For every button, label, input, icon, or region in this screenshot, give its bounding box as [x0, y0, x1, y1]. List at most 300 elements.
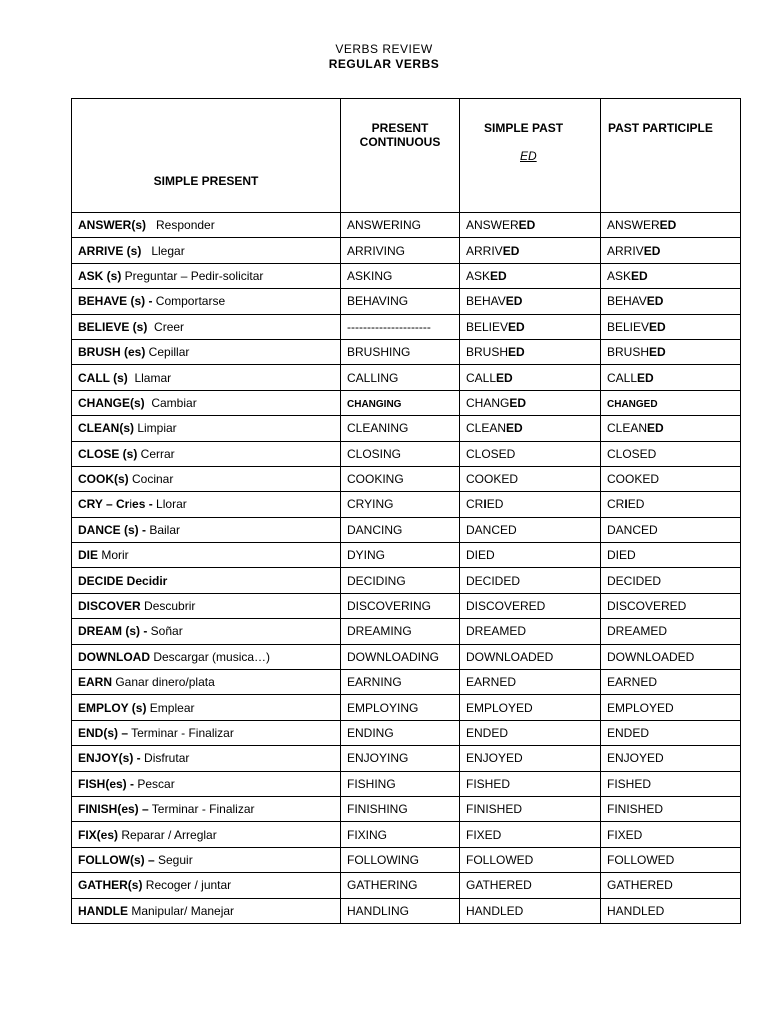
participle-stem: COOKED: [607, 472, 660, 487]
participle-ending: ED: [649, 345, 666, 360]
verb-meaning: Morir: [98, 548, 129, 563]
cell-simple-past: [460, 619, 601, 644]
past-ending: ED: [506, 421, 523, 436]
cell-present-continuous: [341, 746, 460, 771]
past-mid: I: [483, 497, 487, 512]
past-stem: BRUSH: [466, 345, 509, 360]
verb-base: GATHER(s): [78, 878, 143, 893]
cell-present-continuous: [341, 390, 460, 415]
past-stem: CALL: [466, 370, 497, 385]
participle-stem: CR: [607, 497, 625, 512]
participle-stem: DANCED: [607, 522, 658, 537]
cell-simple-past: [460, 263, 601, 288]
past-stem: FINISHED: [466, 802, 523, 817]
participle-stem: GATHERED: [607, 878, 673, 893]
cell-present-continuous: [341, 644, 460, 669]
continuous-form: DISCOVERING: [347, 599, 432, 614]
cell-simple-past: [460, 746, 601, 771]
past-stem: CR: [466, 497, 484, 512]
table-row: [72, 213, 741, 238]
past-stem: GATHERED: [466, 878, 532, 893]
table-row: [72, 898, 741, 923]
past-stem: BEHAV: [466, 294, 506, 309]
past-stem: DOWNLOADED: [466, 649, 554, 664]
verb-meaning: Descargar (musica…): [150, 649, 271, 664]
document-subtitle: REGULAR VERBS: [328, 57, 440, 71]
participle-stem: FIXED: [607, 827, 643, 842]
continuous-form: ASKING: [347, 268, 393, 283]
table-row: [72, 873, 741, 898]
continuous-form: ---------------------: [347, 319, 431, 334]
table-row: [72, 568, 741, 593]
verb-meaning: Descubrir: [140, 599, 196, 614]
verb-meaning: Cepillar: [145, 345, 190, 360]
table-row: [72, 771, 741, 796]
participle-ending: ED: [649, 319, 666, 334]
cell-simple-past: [460, 492, 601, 517]
header-simple-past: SIMPLE PAST ED: [460, 99, 601, 213]
verb-meaning: Ganar dinero/plata: [112, 675, 215, 690]
continuous-form: HANDLING: [347, 903, 410, 918]
past-ending: ED: [509, 395, 527, 410]
past-ending: ED: [496, 370, 513, 385]
document-title: VERBS REVIEW: [335, 42, 433, 56]
cell-simple-past: [460, 822, 601, 847]
past-stem: DIED: [466, 548, 495, 563]
past-stem: FIXED: [466, 827, 502, 842]
participle-ending: ED: [637, 370, 654, 385]
table-row: [72, 695, 741, 720]
cell-past-participle: [601, 390, 741, 415]
table-row: [72, 746, 741, 771]
cell-past-participle: [601, 619, 741, 644]
cell-present-continuous: [341, 593, 460, 618]
cell-past-participle: [601, 695, 741, 720]
cell-past-participle: [601, 289, 741, 314]
cell-simple-present: [72, 873, 341, 898]
participle-stem: ASK: [607, 268, 632, 283]
continuous-form: BEHAVING: [347, 294, 409, 309]
verb-meaning: Llorar: [152, 497, 187, 512]
verb-meaning: Pescar: [134, 776, 175, 791]
cell-present-continuous: [341, 771, 460, 796]
continuous-form: EMPLOYING: [347, 700, 419, 715]
cell-simple-present: [72, 416, 341, 441]
continuous-form: BRUSHING: [347, 345, 411, 360]
cell-present-continuous: [341, 695, 460, 720]
verb-base-tail: es -: [132, 497, 153, 512]
past-stem: ANSWER: [466, 218, 519, 233]
participle-stem: BELIEV: [607, 319, 650, 334]
cell-present-continuous: [341, 670, 460, 695]
cell-simple-past: [460, 543, 601, 568]
verb-base: CLOSE (s): [78, 446, 138, 461]
past-ending: ED: [505, 294, 523, 309]
cell-simple-present: [72, 289, 341, 314]
verb-base: ANSWER(s): [78, 218, 146, 233]
past-stem: CLOSED: [466, 446, 516, 461]
verb-meaning: Cambiar: [144, 395, 197, 410]
cell-simple-present: [72, 644, 341, 669]
cell-past-participle: [601, 314, 741, 339]
verb-base: COOK(s): [78, 472, 129, 487]
past-stem: CHANG: [466, 395, 510, 410]
cell-simple-past: [460, 670, 601, 695]
verb-meaning: Responder: [146, 218, 215, 233]
cell-simple-present: [72, 746, 341, 771]
verb-base: DOWNLOAD: [78, 649, 150, 664]
table-row: [72, 314, 741, 339]
cell-present-continuous: [341, 898, 460, 923]
cell-present-continuous: [341, 365, 460, 390]
cell-simple-present: [72, 390, 341, 415]
past-stem: ARRIV: [466, 243, 503, 258]
past-stem: DREAMED: [466, 624, 527, 639]
verbs-table: [71, 98, 741, 924]
cell-present-continuous: [341, 289, 460, 314]
cell-past-participle: [601, 365, 741, 390]
cell-simple-present: [72, 771, 341, 796]
table-row: [72, 822, 741, 847]
cell-simple-present: [72, 568, 341, 593]
past-ending: ED: [502, 243, 520, 258]
cell-simple-present: [72, 441, 341, 466]
table-row: [72, 365, 741, 390]
cell-past-participle: [601, 517, 741, 542]
table-row: [72, 441, 741, 466]
cell-past-participle: [601, 213, 741, 238]
cell-simple-past: [460, 339, 601, 364]
cell-present-continuous: [341, 213, 460, 238]
cell-simple-present: [72, 263, 341, 288]
participle-ending: ED: [631, 268, 648, 283]
past-stem: ASK: [466, 268, 491, 283]
verb-meaning: Terminar - Finalizar: [128, 726, 234, 740]
verb-meaning: Recoger / juntar: [142, 878, 232, 893]
participle-stem: EMPLOYED: [607, 700, 674, 715]
verb-meaning: Preguntar – Pedir-solicitar: [121, 268, 264, 283]
participle-stem: FISHED: [607, 776, 652, 791]
continuous-form: CLOSING: [347, 446, 402, 461]
participle-stem: EARNED: [607, 675, 658, 690]
verb-base: HANDLE: [78, 903, 128, 918]
continuous-form: ENJOYING: [347, 751, 409, 766]
cell-past-participle: [601, 822, 741, 847]
verb-base: DREAM (s) -: [78, 624, 148, 639]
past-ending: ED: [490, 268, 507, 283]
cell-past-participle: [601, 466, 741, 491]
cell-simple-past: [460, 873, 601, 898]
participle-stem: DOWNLOADED: [607, 649, 695, 664]
verb-base: EMPLOY (s): [78, 700, 147, 715]
continuous-form: DYING: [347, 548, 386, 563]
cell-simple-present: [72, 796, 341, 821]
participle-mid: I: [624, 497, 628, 512]
cell-simple-past: [460, 644, 601, 669]
continuous-form: ENDING: [347, 726, 394, 740]
verb-base: FISH(es) -: [78, 776, 135, 791]
cell-past-participle: [601, 416, 741, 441]
cell-simple-present: [72, 670, 341, 695]
cell-simple-present: [72, 822, 341, 847]
participle-stem: ANSWER: [607, 218, 660, 233]
past-stem: BELIEV: [466, 319, 509, 334]
verb-base: CHANGE(s): [78, 395, 145, 410]
cell-simple-past: [460, 796, 601, 821]
cell-simple-past: [460, 695, 601, 720]
participle-ending: ED: [647, 421, 664, 436]
verb-meaning: Reparar / Arreglar: [118, 827, 217, 842]
continuous-form: FOLLOWING: [347, 852, 420, 867]
cell-present-continuous: [341, 619, 460, 644]
cell-simple-present: [72, 365, 341, 390]
past-stem: CLEAN: [466, 421, 507, 436]
table-row: [72, 238, 741, 263]
past-ending: ED: [486, 497, 504, 512]
participle-ending: ED: [659, 218, 677, 233]
participle-stem: ENDED: [607, 726, 650, 740]
cell-simple-present: [72, 720, 341, 745]
past-stem: HANDLED: [466, 903, 524, 918]
participle-stem: DREAMED: [607, 624, 668, 639]
cell-simple-past: [460, 898, 601, 923]
cell-simple-past: [460, 568, 601, 593]
header-simple-present: SIMPLE PRESENT: [72, 99, 341, 213]
cell-present-continuous: [341, 314, 460, 339]
verb-base: DANCE (s) -: [78, 522, 146, 537]
table-row: [72, 543, 741, 568]
cell-simple-past: [460, 720, 601, 745]
verb-base: CRY – Cr: [78, 497, 130, 512]
table-row: [72, 593, 741, 618]
continuous-form: DOWNLOADING: [347, 649, 440, 664]
past-stem: DECIDED: [466, 573, 521, 588]
cell-simple-past: [460, 593, 601, 618]
cell-past-participle: [601, 263, 741, 288]
continuous-form: CALLING: [347, 370, 399, 385]
past-stem: FISHED: [466, 776, 511, 791]
cell-present-continuous: [341, 847, 460, 872]
cell-present-continuous: [341, 339, 460, 364]
past-stem: ENDED: [466, 726, 509, 740]
continuous-form: GATHERING: [347, 878, 418, 893]
verb-meaning: Creer: [147, 319, 185, 334]
continuous-form: CLEANING: [347, 421, 409, 436]
table-row: [72, 263, 741, 288]
verb-meaning: Disfrutar: [140, 751, 190, 766]
cell-present-continuous: [341, 517, 460, 542]
past-stem: DISCOVERED: [466, 599, 546, 614]
cell-past-participle: [601, 847, 741, 872]
cell-past-participle: [601, 720, 741, 745]
cell-past-participle: [601, 670, 741, 695]
verb-meaning: Seguir: [154, 852, 193, 867]
participle-stem: CALL: [607, 370, 638, 385]
participle-stem: HANDLED: [607, 903, 665, 918]
verb-base: CALL (s): [78, 370, 128, 385]
continuous-form: FIXING: [347, 827, 388, 842]
continuous-form: EARNING: [347, 675, 402, 690]
cell-simple-present: [72, 619, 341, 644]
verb-meaning: Terminar - Finalizar: [148, 802, 255, 817]
cell-present-continuous: [341, 796, 460, 821]
participle-stem: CLOSED: [607, 446, 657, 461]
header-present-continuous: PRESENT CONTINUOUS: [341, 99, 460, 213]
cell-present-continuous: [341, 416, 460, 441]
cell-simple-present: [72, 695, 341, 720]
table-row: [72, 619, 741, 644]
cell-present-continuous: [341, 263, 460, 288]
header-ed-suffix: ED: [520, 149, 537, 163]
cell-present-continuous: [341, 441, 460, 466]
cell-simple-past: [460, 238, 601, 263]
continuous-form: COOKING: [347, 472, 404, 487]
cell-past-participle: [601, 441, 741, 466]
cell-present-continuous: [341, 873, 460, 898]
continuous-form: FISHING: [347, 776, 396, 791]
table-row: [72, 796, 741, 821]
past-stem: COOKED: [466, 472, 519, 487]
verb-base: FIX(es): [78, 827, 119, 842]
cell-simple-past: [460, 517, 601, 542]
verb-meaning: Soñar: [147, 624, 183, 639]
cell-simple-present: [72, 543, 341, 568]
table-row: [72, 416, 741, 441]
participle-stem: FOLLOWED: [607, 852, 675, 867]
verb-base-lower: i: [129, 497, 133, 512]
cell-present-continuous: [341, 568, 460, 593]
verb-base: END(s) –: [78, 726, 129, 740]
past-ending: ED: [508, 345, 525, 360]
cell-past-participle: [601, 543, 741, 568]
table-row: [72, 517, 741, 542]
verb-meaning: Llegar: [141, 243, 185, 258]
cell-past-participle: [601, 898, 741, 923]
continuous-form: DANCING: [347, 522, 403, 537]
past-stem: FOLLOWED: [466, 852, 534, 867]
cell-simple-present: [72, 593, 341, 618]
verb-base: BRUSH (es): [78, 345, 146, 360]
verb-base: BEHAVE (s) -: [78, 294, 153, 309]
verb-meaning: Emplear: [146, 700, 195, 715]
table-row: [72, 670, 741, 695]
table-row: [72, 492, 741, 517]
past-ending: ED: [508, 319, 525, 334]
cell-past-participle: [601, 746, 741, 771]
verb-meaning: Manipular/ Manejar: [128, 903, 235, 918]
cell-simple-past: [460, 416, 601, 441]
verb-base: DIE: [78, 548, 99, 563]
cell-simple-present: [72, 466, 341, 491]
participle-stem: DIED: [607, 548, 636, 563]
continuous-form: FINISHING: [347, 802, 408, 817]
table-header-row: [72, 99, 741, 213]
table-row: [72, 466, 741, 491]
continuous-form: DREAMING: [347, 624, 412, 639]
verb-base: DECIDE Decidir: [78, 573, 168, 588]
cell-past-participle: [601, 593, 741, 618]
cell-present-continuous: [341, 720, 460, 745]
cell-past-participle: [601, 796, 741, 821]
verb-base: ENJOY(s) -: [78, 751, 141, 766]
verb-base: CLEAN(s): [78, 421, 134, 436]
cell-present-continuous: [341, 238, 460, 263]
cell-present-continuous: [341, 466, 460, 491]
cell-past-participle: [601, 644, 741, 669]
table-row: [72, 644, 741, 669]
cell-simple-present: [72, 339, 341, 364]
cell-present-continuous: [341, 822, 460, 847]
verb-meaning: Llamar: [127, 370, 172, 385]
table-row: [72, 390, 741, 415]
table-row: [72, 720, 741, 745]
continuous-form: CRYING: [347, 497, 394, 512]
cell-present-continuous: [341, 543, 460, 568]
verb-meaning: Cocinar: [128, 472, 174, 487]
verb-meaning: Cerrar: [137, 446, 175, 461]
cell-past-participle: [601, 339, 741, 364]
header-past-participle: PAST PARTICIPLE: [601, 99, 741, 213]
cell-simple-past: [460, 466, 601, 491]
verb-base: DISCOVER: [78, 599, 141, 614]
participle-stem: FINISHED: [607, 802, 664, 817]
cell-simple-present: [72, 517, 341, 542]
participle-ending: ED: [646, 294, 664, 309]
verb-base: ASK (s): [78, 268, 122, 283]
cell-past-participle: [601, 873, 741, 898]
verb-base: ARRIVE (s): [78, 243, 142, 258]
verb-meaning: Limpiar: [134, 421, 177, 436]
continuous-form: ARRIVING: [347, 243, 406, 258]
cell-simple-past: [460, 847, 601, 872]
participle-ending: ED: [643, 243, 661, 258]
participle-stem: DECIDED: [607, 573, 662, 588]
participle-stem: ENJOYED: [607, 751, 664, 766]
cell-simple-past: [460, 213, 601, 238]
cell-simple-present: [72, 847, 341, 872]
past-ending: ED: [518, 218, 536, 233]
participle-stem: ARRIV: [607, 243, 644, 258]
past-stem: ENJOYED: [466, 751, 523, 766]
cell-present-continuous: [341, 492, 460, 517]
participle-stem: DISCOVERED: [607, 599, 687, 614]
cell-simple-present: [72, 213, 341, 238]
verb-base: EARN: [78, 675, 113, 690]
participle-stem: CHANGED: [607, 398, 658, 410]
verb-base: BELIEVE (s): [78, 319, 148, 334]
past-stem: EMPLOYED: [466, 700, 533, 715]
cell-simple-past: [460, 771, 601, 796]
participle-stem: BRUSH: [607, 345, 650, 360]
cell-simple-present: [72, 898, 341, 923]
verb-base: FINISH(es) –: [78, 802, 149, 817]
table-row: [72, 289, 741, 314]
verb-meaning: Bailar: [146, 522, 181, 537]
cell-past-participle: [601, 238, 741, 263]
continuous-form: DECIDING: [347, 573, 406, 588]
table-row: [72, 847, 741, 872]
cell-simple-past: [460, 289, 601, 314]
verb-base: FOLLOW(s) –: [78, 852, 155, 867]
past-stem: EARNED: [466, 675, 517, 690]
cell-simple-past: [460, 390, 601, 415]
continuous-form: CHANGING: [347, 398, 402, 410]
participle-ending: ED: [627, 497, 645, 512]
cell-simple-past: [460, 314, 601, 339]
verb-meaning: Comportarse: [152, 294, 226, 309]
cell-simple-past: [460, 365, 601, 390]
cell-past-participle: [601, 771, 741, 796]
